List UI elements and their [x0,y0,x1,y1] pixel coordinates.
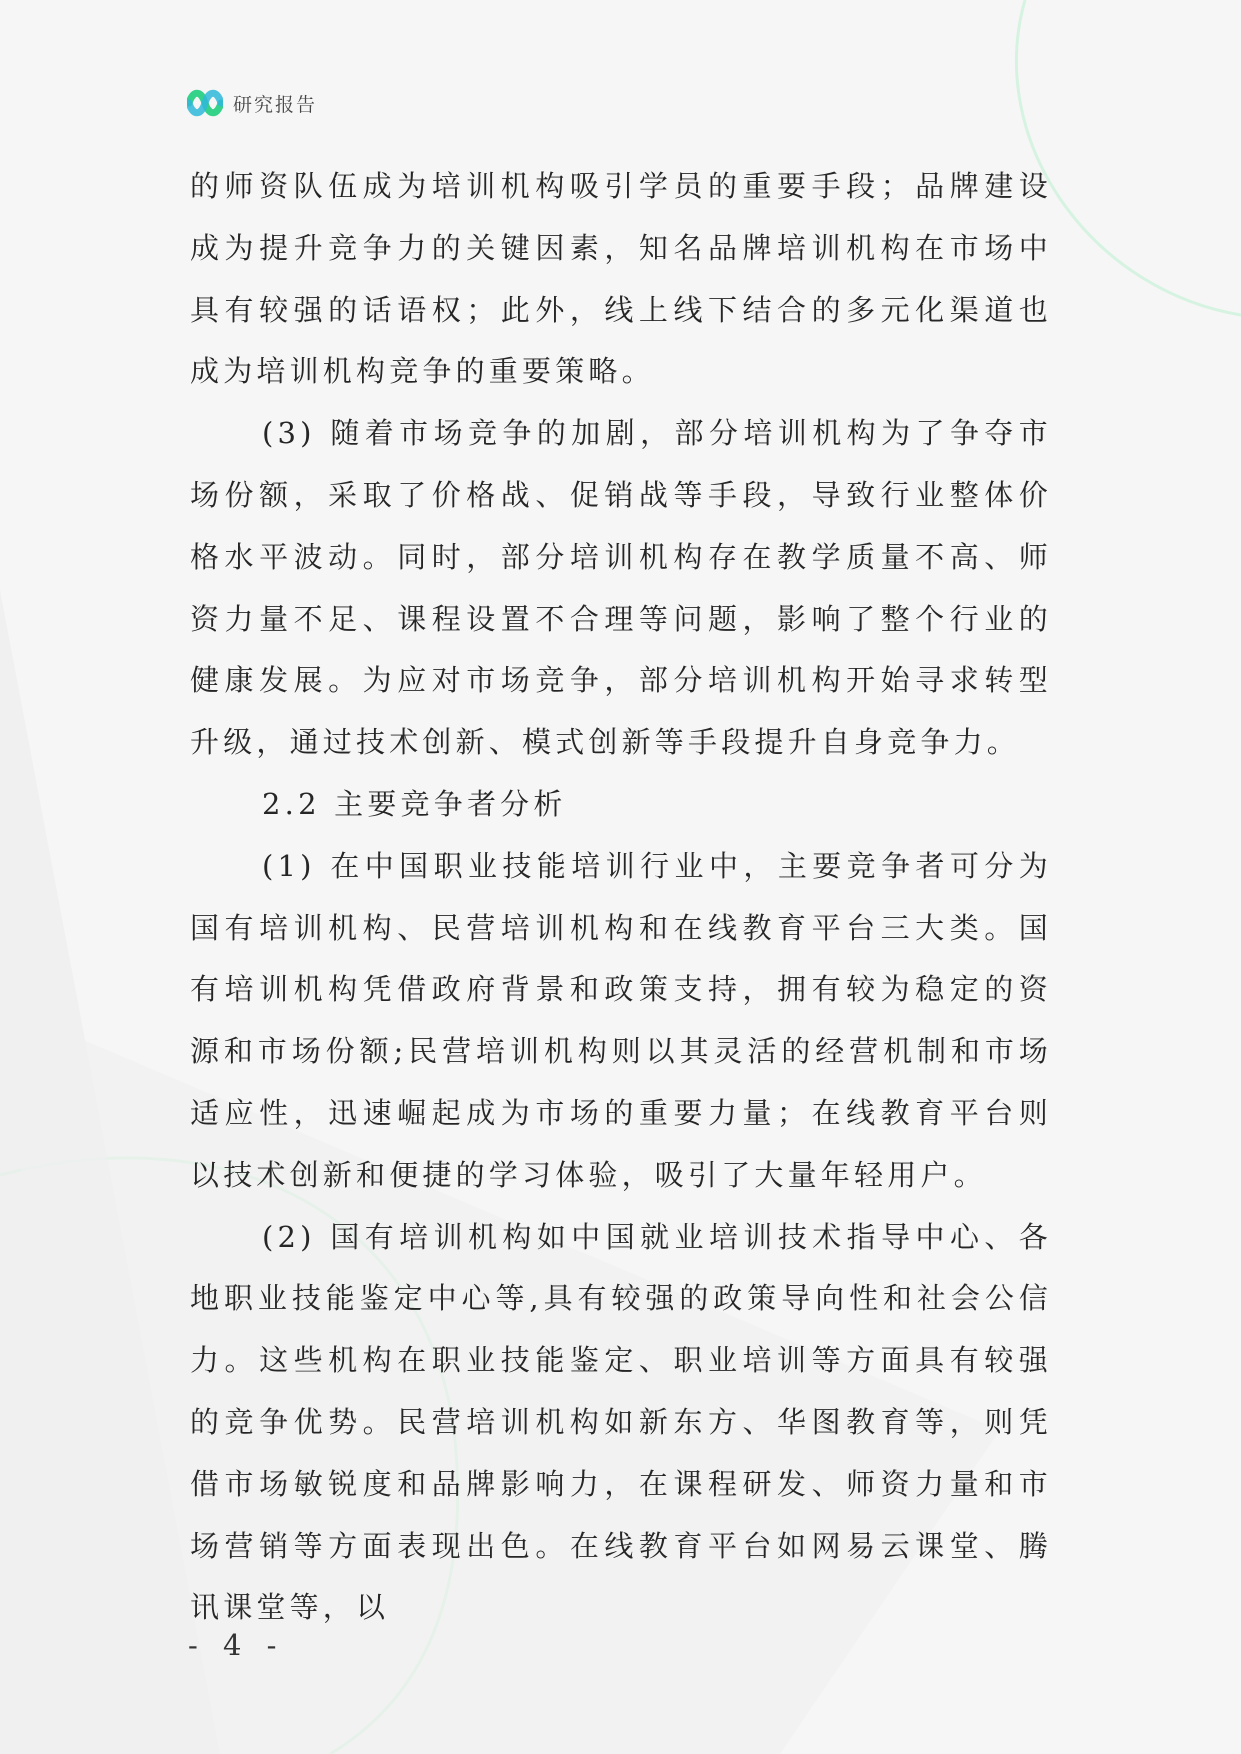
paragraph-continued: 的师资队伍成为培训机构吸引学员的重要手段；品牌建设成为提升竞争力的关键因素，知名品牌培训机构在市场中具有较强的话语权；此外，线上线下结合的多元化渠道也成为培训机构竞争的重要策略。 [190,169,1052,389]
report-header [187,88,317,118]
section-heading: 2.2 主要竞争者分析 [262,786,567,821]
paragraph-point-3: (3) 随着市场竞争的加剧，部分培训机构为了争夺市场份额，采取了价格战、促销战等手段，导致行业整体价格水平波动。同时，部分培训机构存在教学质量不高、师资力量不足、课程设置不合理等问题，影响了整个行业的健康发展。为应对市场竞争，部分培训机构开始寻求转型升级，通过技术创新、模式创新等手段提升自身竞争力。 [190,416,1052,760]
ribbon-logo-icon [187,88,223,118]
page-number: - 4 - [188,1628,285,1662]
header-title: 研究报告 [233,93,318,116]
paragraph-point-2: (2) 国有培训机构如中国就业培训技术指导中心、各地职业技能鉴定中心等,具有较强的政策导向性和社会公信力。这些机构在职业技能鉴定、职业培训等方面具有较强的竞争优势。民营培训机构如新东方、华图教育等，则凭借市场敏锐度和品牌影响力，在课程研发、师资力量和市场营销等方面表现出色。在线教育平台如网易云课堂、腾讯课堂等，以 [190,1219,1052,1625]
document-body [190,156,1052,1639]
paragraph-point-1: (1) 在中国职业技能培训行业中，主要竞争者可分为国有培训机构、民营培训机构和在线教育平台三大类。国有培训机构凭借政府背景和政策支持，拥有较为稳定的资源和市场份额;民营培训机构则以其灵活的经营机制和市场适应性，迅速崛起成为市场的重要力量；在线教育平台则以技术创新和便捷的学习体验，吸引了大量年轻用户。 [190,848,1052,1192]
